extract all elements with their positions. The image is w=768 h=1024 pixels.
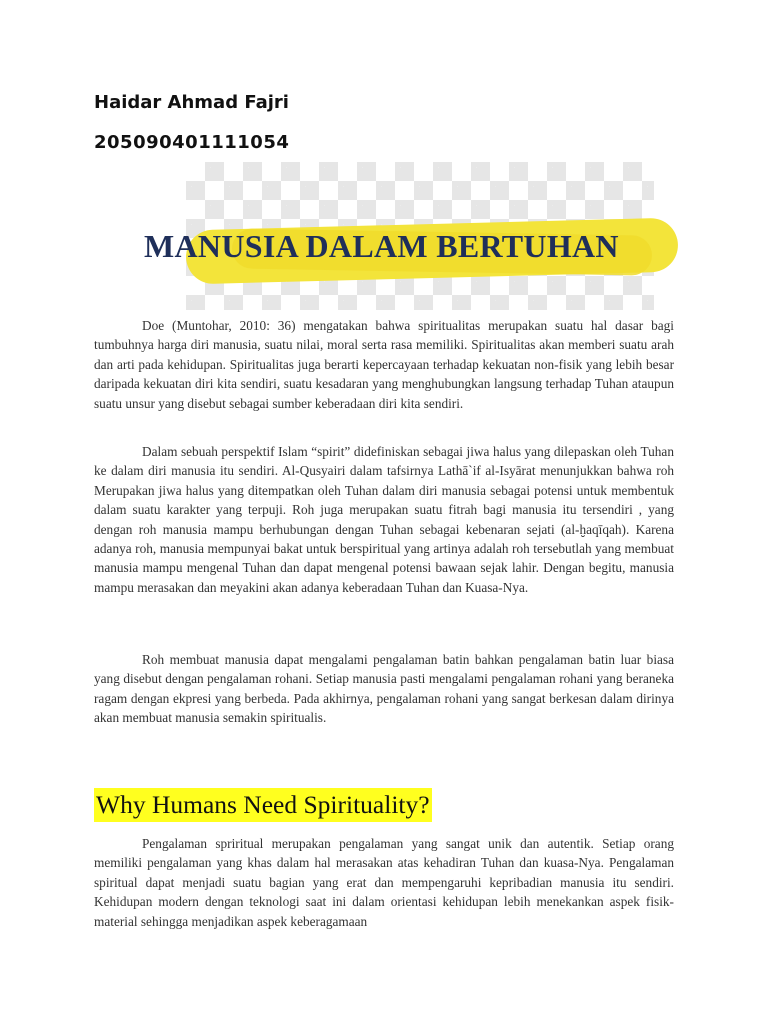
- author-name: Haidar Ahmad Fajri: [94, 92, 289, 113]
- paragraph-4-text: Pengalaman spriritual merupakan pengalaman yang sangat unik dan autentik. Setiap orang memiliki pengalaman yang khas dalam hal merasakan atas kehadiran Tuhan dan kuasa-Nya. Pengalaman spiritual dapat menjadi suatu bagian yang erat dan mempengaruhi kepribadian manusia itu sendiri. Kehidupan modern dengan teknologi saat ini dalam orientasi kehidupan lebih menekankan aspek fisik-material sehingga menjadikan aspek keberagamaan: [94, 836, 674, 929]
- paragraph-1: [94, 316, 674, 413]
- paragraph-1-text: Doe (Muntohar, 2010: 36) mengatakan bahwa spiritualitas merupakan suatu hal dasar bagi tumbuhnya harga diri manusia, suatu nilai, moral serta rasa memiliki. Spiritualitas akan memberi suatu arah dan arti pada kehidupan. Spiritualitas juga berarti kepercayaan terhadap kekuatan non-fisik yang lebih besar daripada kekuatan diri kita sendiri, suatu kesadaran yang menghubungkan langsung terhadap Tuhan ataupun suatu unsur yang disebut sebagai sumber keberadaan diri kita sendiri.: [94, 318, 674, 411]
- paragraph-2: [94, 442, 674, 597]
- paragraph-3-text: Roh membuat manusia dapat mengalami pengalaman batin bahkan pengalaman batin luar biasa yang disebut dengan pengalaman rohani. Setiap manusia pasti mengalami pengalaman rohani yang beraneka ragam dengan ekpresi yang berbeda. Pada akhirnya, pengalaman rohani yang sangat berkesan dalam dirinya akan membuat manusia semakin spiritualis.: [94, 652, 674, 726]
- section-heading: Why Humans Need Spirituality?: [94, 788, 432, 822]
- paragraph-3: [94, 650, 674, 728]
- student-id: 205090401111054: [94, 132, 290, 153]
- paragraph-4: [94, 834, 674, 931]
- paragraph-2-text: Dalam sebuah perspektif Islam “spirit” didefiniskan sebagai jiwa halus yang dilepaskan oleh Tuhan ke dalam diri manusia itu sendiri. Al-Qusyairi dalam tafsirnya Lathā`if al-Isyārat menunjukkan bahwa roh Merupakan jiwa halus yang ditempatkan oleh Tuhan dalam diri manusia sebagai potensi untuk membentuk dalam suatu karakter yang terpuji. Roh juga merupakan suatu fitrah bagi manusia itu tersendiri , yang dengan roh manusia mampu berhubungan dengan Tuhan sebagai kebenaran sejati (al-ḫaqīqah). Karena adanya roh, manusia mempunyai bakat untuk berspiritual yang artinya adalah roh tersebutlah yang membuat manusia mampu mengenal Tuhan dan dapat mengenal potensi bawaan sejak lahir. Dengan begitu, manusia mampu merasakan dan meyakini akan adanya keberadaan Tuhan dan Kuasa-Nya.: [94, 444, 674, 595]
- document-title: MANUSIA DALAM BERTUHAN: [144, 228, 619, 264]
